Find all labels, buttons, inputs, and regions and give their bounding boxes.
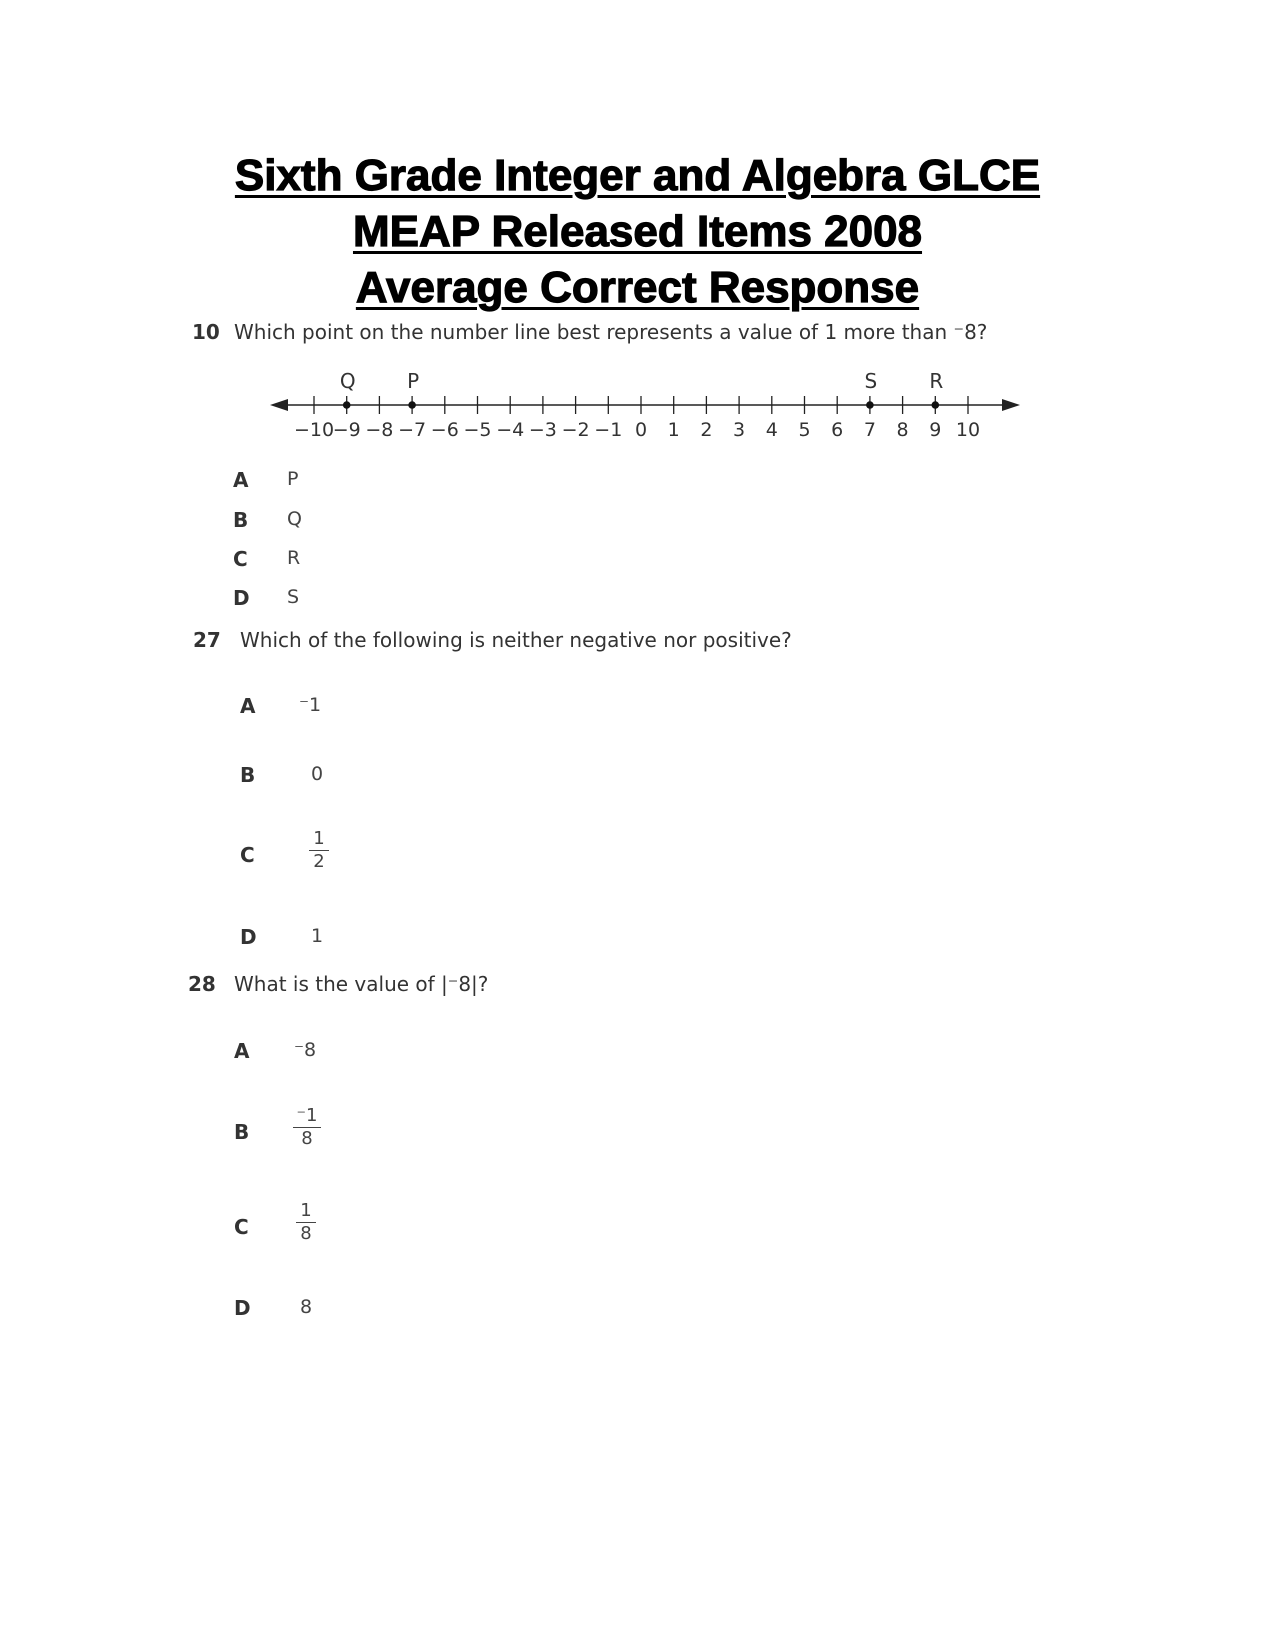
q27-option-d-letter: D (240, 925, 257, 949)
number-line-tick-label: −5 (463, 419, 492, 441)
number-line-point-label: S (864, 369, 878, 393)
number-line-tick-label: 8 (896, 419, 909, 441)
number-line-tick-label: −2 (561, 419, 590, 441)
page-title-line-3: Average Correct Response (355, 263, 920, 312)
left-arrow-icon (270, 399, 288, 411)
number-line-tick-label: −9 (332, 419, 361, 441)
number-line-point (408, 401, 416, 409)
page-title-line-1: Sixth Grade Integer and Algebra GLCE (234, 151, 1041, 200)
q10-option-d-value[interactable]: S (287, 586, 300, 608)
q28-option-b-fraction[interactable] (293, 1106, 321, 1149)
fraction-denominator: 2 (313, 851, 325, 872)
q28-option-c-letter: C (234, 1215, 249, 1239)
number-line-point (932, 401, 940, 409)
q27-option-c-fraction[interactable] (309, 829, 329, 872)
number-line-tick-label: −10 (293, 419, 335, 441)
page-title-line-2: MEAP Released Items 2008 (352, 207, 923, 256)
number-line-tick-label: 7 (863, 419, 876, 441)
q28-option-d-letter: D (234, 1296, 251, 1320)
q27-option-b-value[interactable]: 0 (311, 763, 324, 785)
fraction-denominator: 8 (301, 1128, 313, 1149)
fraction-numerator: 1 (313, 828, 325, 849)
q27-option-b-letter: B (240, 763, 256, 787)
q10-option-a-value[interactable]: P (287, 468, 299, 490)
q10-option-c-value[interactable]: R (287, 547, 301, 569)
number-line-tick-label: 1 (667, 419, 680, 441)
number-line-point (343, 401, 351, 409)
q27-option-c-letter: C (240, 843, 255, 867)
question-27-number: 27 (193, 628, 221, 652)
q10-option-d-letter: D (233, 586, 250, 610)
q10-option-b-letter: B (233, 508, 249, 532)
number-line-tick-label: −8 (365, 419, 394, 441)
q28-option-a-letter: A (234, 1039, 250, 1063)
number-line-point-label: P (407, 369, 420, 393)
number-line-tick-label: −1 (594, 419, 623, 441)
q28-option-d-value[interactable]: 8 (300, 1296, 313, 1318)
number-line-point-label: R (929, 369, 944, 393)
number-line-tick-label: 3 (733, 419, 746, 441)
number-line-tick-label: −3 (528, 419, 557, 441)
number-line-point (866, 401, 874, 409)
q27-option-a-value[interactable]: ⁻1 (299, 694, 322, 716)
q28-option-b-letter: B (234, 1120, 250, 1144)
number-line-tick-label: 2 (700, 419, 713, 441)
q10-option-b-value[interactable]: Q (287, 508, 302, 530)
question-10-number: 10 (192, 320, 220, 344)
q27-option-d-value[interactable]: 1 (311, 925, 324, 947)
number-line-tick-label: 0 (634, 419, 648, 441)
number-line-tick-label: 4 (765, 419, 778, 441)
fraction-denominator: 8 (300, 1223, 312, 1244)
question-28-number: 28 (188, 972, 216, 996)
q28-option-c-fraction[interactable] (296, 1201, 316, 1244)
question-27-text: Which of the following is neither negative nor positive? (240, 628, 792, 652)
question-10-text: Which point on the number line best represents a value of 1 more than ⁻8? (234, 320, 988, 344)
number-line-tick-label: 5 (798, 419, 811, 441)
number-line-tick-label: −7 (398, 419, 427, 441)
number-line-tick-label: 6 (831, 419, 844, 441)
q28-option-a-value[interactable]: ⁻8 (294, 1039, 317, 1061)
number-line-tick-label: 10 (955, 419, 981, 441)
q10-option-a-letter: A (233, 468, 249, 492)
number-line-tick-label: −4 (496, 419, 525, 441)
question-28-text: What is the value of |⁻8|? (234, 972, 489, 996)
q27-option-a-letter: A (240, 694, 256, 718)
number-line-tick-label: −6 (430, 419, 459, 441)
number-line-point-label: Q (339, 369, 356, 393)
fraction-numerator: ⁻1 (296, 1105, 318, 1126)
number-line (0, 365, 1275, 465)
fraction-numerator: 1 (300, 1200, 312, 1221)
right-arrow-icon (1002, 399, 1020, 411)
number-line-tick-label: 9 (929, 419, 942, 441)
q10-option-c-letter: C (233, 547, 248, 571)
